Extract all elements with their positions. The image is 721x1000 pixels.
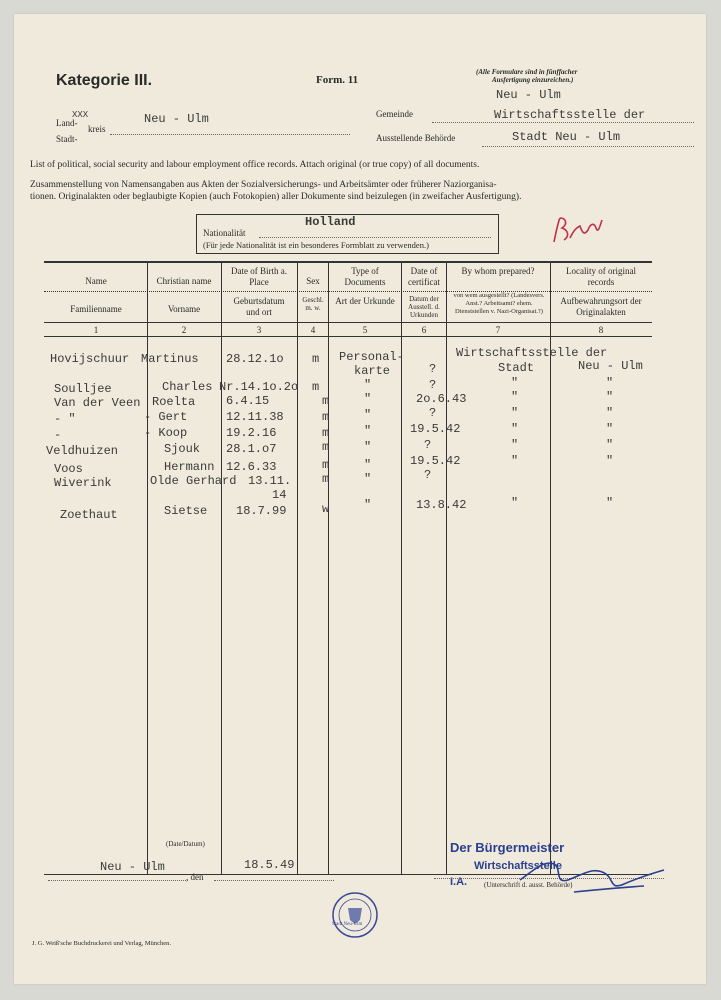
col-5-num: 5 bbox=[362, 325, 368, 335]
signature-label: (Unterschrift d. ausst. Behörde) bbox=[484, 881, 573, 889]
row-8-sex: m bbox=[322, 458, 330, 472]
red-handwritten-mark bbox=[550, 212, 606, 248]
col-6-num: 6 bbox=[421, 325, 427, 335]
row-3-first: Charles bbox=[162, 380, 213, 394]
col-2-en: Christian name bbox=[156, 276, 212, 286]
nationality-note: (Für jede Nationalität ist ein besonderes Formblatt zu verwenden.) bbox=[203, 240, 429, 250]
date-line bbox=[214, 880, 334, 881]
nationality-box bbox=[196, 214, 499, 254]
row-10-dob: 14 bbox=[272, 488, 287, 502]
row-11-first: Sietse bbox=[164, 504, 208, 518]
row-7-loc: " bbox=[606, 438, 614, 452]
kreis-label: kreis bbox=[88, 124, 106, 134]
row-2-by: Stadt bbox=[498, 361, 535, 375]
row-8-date: 19.5.42 bbox=[410, 454, 461, 468]
row-9-date: ? bbox=[424, 468, 432, 482]
col-divider bbox=[328, 261, 329, 874]
row-7-date: ? bbox=[424, 438, 432, 452]
row-6-sex: m bbox=[322, 426, 330, 440]
row-8-dob: 12.6.33 bbox=[226, 460, 277, 474]
gemeinde-value-top: Neu - Ulm bbox=[496, 88, 561, 102]
row-6-dob: 19.2.16 bbox=[226, 426, 277, 440]
row-5-sex: m bbox=[322, 410, 330, 424]
place-line bbox=[48, 880, 188, 881]
col-6-de: Datum der Ausstell. d. Urkunden bbox=[408, 295, 440, 319]
stamp-mayor: Der Bürgermeister bbox=[450, 840, 565, 855]
col-4-en: Sex bbox=[306, 276, 320, 286]
copies-note-2: Ausfertigung einzureichen.) bbox=[492, 76, 574, 84]
intro-german-2: tionen. Originalakten oder beglaubigte Kopien (auch Fotokopien) aller Dokumente sind beizulegen (in zweifacher Ausfertigung). bbox=[30, 192, 522, 202]
col-1-de: Familienname bbox=[70, 304, 122, 314]
row-1-first: Martinus bbox=[141, 352, 199, 366]
footer-place: Neu - Ulm bbox=[100, 860, 165, 874]
behoerde-label: Ausstellende Behörde bbox=[376, 133, 456, 143]
col-4-de: Geschl. m. w. bbox=[302, 296, 324, 312]
row-3-dob: Nr.14.1o.2o bbox=[219, 380, 299, 394]
row-7-dob: 28.1.o7 bbox=[226, 442, 277, 456]
footer-den: , den bbox=[186, 872, 204, 882]
row-9-type: " bbox=[364, 472, 372, 486]
row-6-type: " bbox=[364, 424, 372, 438]
row-4-type: " bbox=[364, 392, 372, 406]
row-4-dob: 6.4.15 bbox=[226, 394, 270, 408]
row-11-name: Zoethaut bbox=[60, 508, 118, 522]
row-9-dob: 13.11. bbox=[248, 474, 292, 488]
row-7-name: Veldhuizen bbox=[46, 444, 119, 458]
date-label: (Date/Datum) bbox=[166, 840, 205, 848]
row-6-by: " bbox=[511, 422, 519, 436]
row-1-name: Hovijschuur bbox=[50, 352, 130, 366]
row-8-loc: " bbox=[606, 454, 614, 468]
row-9-name: Wiverink bbox=[54, 476, 112, 490]
behoerde-value: Stadt Neu - Ulm bbox=[512, 130, 621, 144]
signature-scribble bbox=[514, 840, 674, 904]
row-5-date: ? bbox=[429, 406, 437, 420]
row-4-first: Roelta bbox=[152, 395, 196, 409]
row-3-date: ? bbox=[429, 378, 437, 392]
row-11-loc: " bbox=[606, 496, 614, 510]
kreis-line bbox=[110, 134, 350, 135]
row-1-dob: 28.12.1o bbox=[226, 352, 284, 366]
row-8-by: " bbox=[511, 454, 519, 468]
row-7-by: " bbox=[511, 438, 519, 452]
nationality-label: Nationalität bbox=[203, 228, 246, 238]
row-4-loc: " bbox=[606, 390, 614, 404]
col-2-num: 2 bbox=[181, 325, 187, 335]
row-5-dob: 12.11.38 bbox=[226, 410, 284, 424]
row-9-first: Olde Gerhard bbox=[150, 474, 237, 488]
form-sheet bbox=[14, 14, 706, 984]
gemeinde-line bbox=[432, 122, 694, 123]
row-11-by: " bbox=[511, 496, 519, 510]
row-5-first: - Gert bbox=[144, 410, 188, 424]
col-1-en: Name bbox=[85, 276, 107, 286]
col-1-num: 1 bbox=[93, 325, 99, 335]
row-1-type: Personal- bbox=[339, 350, 404, 364]
row-5-name: - " bbox=[54, 412, 76, 426]
col-7-num: 7 bbox=[495, 325, 501, 335]
row-6-date: 19.5.42 bbox=[410, 422, 461, 436]
row-8-first: Hermann bbox=[164, 460, 215, 474]
row-1-sex: m bbox=[312, 352, 320, 366]
row-3-sex: m bbox=[312, 380, 320, 394]
gemeinde-value: Wirtschaftsstelle der bbox=[494, 108, 646, 122]
row-3-type: " bbox=[364, 378, 372, 392]
row-1-by: Wirtschaftsstelle der bbox=[456, 346, 608, 360]
intro-english: List of political, social security and labour employment office records. Attach original (or true copy) of all documents. bbox=[30, 160, 480, 170]
header-mid-rule bbox=[44, 291, 652, 292]
category-title: Kategorie III. bbox=[56, 72, 153, 89]
nationality-value: Holland bbox=[305, 215, 356, 229]
row-3-loc: " bbox=[606, 376, 614, 390]
col-divider bbox=[297, 261, 298, 874]
col-8-en: Locality of original records bbox=[566, 266, 636, 287]
row-4-sex: m bbox=[322, 394, 330, 408]
form-number: Form. 11 bbox=[316, 74, 359, 86]
col-3-de: Geburtsdatum und ort bbox=[233, 296, 285, 317]
footer-date: 18.5.49 bbox=[244, 858, 295, 872]
row-5-type: " bbox=[364, 408, 372, 422]
col-6-en: Date of certificat bbox=[408, 266, 440, 287]
row-8-type: " bbox=[364, 458, 372, 472]
seal-text: Stadt Neu-Ulm bbox=[332, 922, 363, 927]
col-3-num: 3 bbox=[256, 325, 262, 335]
row-11-sex: w bbox=[322, 502, 330, 516]
col-4-num: 4 bbox=[310, 325, 316, 335]
col-8-de: Aufbewahrungsort der Originalakten bbox=[560, 296, 642, 317]
intro-german-1: Zusammenstellung von Namensangaben aus Akten der Sozialversicherungs- und Arbeitsämter oder früherer Naziorganisa- bbox=[30, 180, 497, 190]
row-4-by: " bbox=[511, 390, 519, 404]
row-6-first: - Koop bbox=[144, 426, 188, 440]
printer-credit: J. G. Weiß'sche Buchdruckerei und Verlag, München. bbox=[32, 940, 172, 947]
header-num-rule bbox=[44, 322, 652, 323]
col-2-de: Vorname bbox=[167, 304, 201, 314]
col-8-num: 8 bbox=[598, 325, 604, 335]
col-7-en: By whom prepared? bbox=[461, 266, 535, 276]
row-6-loc: " bbox=[606, 422, 614, 436]
row-9-sex: m bbox=[322, 472, 330, 486]
round-seal bbox=[330, 890, 380, 940]
row-11-type: " bbox=[364, 498, 372, 512]
land-struck: XXX bbox=[72, 110, 89, 120]
row-2-date: ? bbox=[429, 362, 437, 376]
stadt-label: Stadt- bbox=[56, 134, 78, 144]
row-11-dob: 18.7.99 bbox=[236, 504, 287, 518]
stamp-ia: I.A. bbox=[450, 876, 468, 888]
row-5-loc: " bbox=[606, 406, 614, 420]
table-top-rule bbox=[44, 261, 652, 263]
land-label: Land- bbox=[56, 118, 78, 128]
row-2-type: karte bbox=[354, 364, 391, 378]
col-3-en: Date of Birth a. Place bbox=[231, 266, 287, 287]
col-7-de: von wem ausgestellt? (Landesvers. Anst.? Arbeitsamt? ehem. Dienststellen v. Nazi-Organisat.?) bbox=[453, 292, 545, 315]
kreis-value: Neu - Ulm bbox=[144, 112, 209, 126]
row-3-name: Soulljee bbox=[54, 382, 112, 396]
col-5-en: Type of Documents bbox=[344, 266, 386, 287]
copies-note-1: (Alle Formulare sind in fünffacher bbox=[476, 68, 578, 76]
row-7-type: " bbox=[364, 440, 372, 454]
row-3-by: " bbox=[511, 376, 519, 390]
header-bottom-rule bbox=[44, 336, 652, 337]
behoerde-line bbox=[482, 146, 694, 147]
row-8-name: Voos bbox=[54, 462, 83, 476]
row-6-name: - bbox=[54, 428, 62, 442]
col-divider bbox=[221, 261, 222, 874]
row-7-first: Sjouk bbox=[164, 442, 201, 456]
nationality-line bbox=[259, 237, 491, 238]
gemeinde-label: Gemeinde bbox=[376, 109, 413, 119]
row-4-name: Van der Veen bbox=[54, 396, 141, 410]
row-4-date: 2o.6.43 bbox=[416, 392, 467, 406]
row-7-sex: m bbox=[322, 440, 330, 454]
stamp-office: Wirtschaftsstelle bbox=[474, 860, 562, 872]
col-divider bbox=[446, 261, 447, 874]
row-2-loc: Neu - Ulm bbox=[578, 359, 643, 373]
row-5-by: " bbox=[511, 406, 519, 420]
row-11-date: 13.8.42 bbox=[416, 498, 467, 512]
col-5-de: Art der Urkunde bbox=[335, 296, 395, 306]
